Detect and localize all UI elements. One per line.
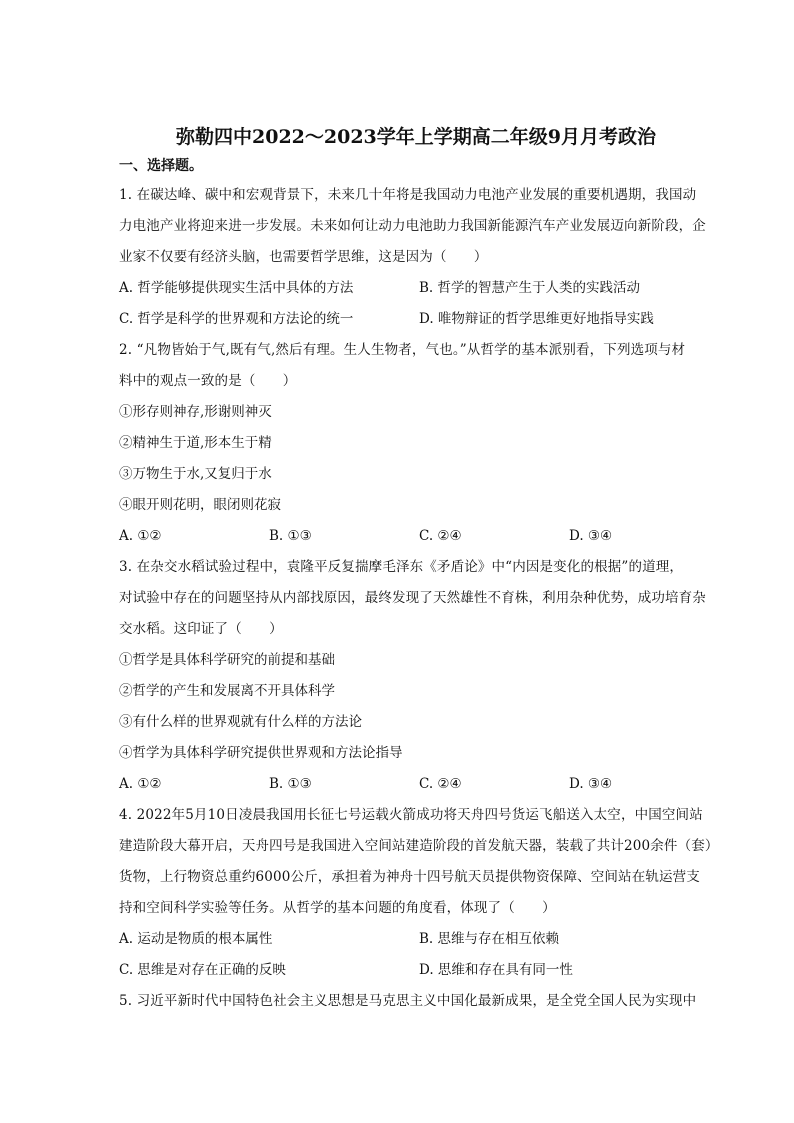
question-3-option-a[interactable]: A. ①② <box>119 776 162 792</box>
question-4-options-row-2 <box>119 955 719 986</box>
question-2-stem-line-2: 料中的观点一致的是（ ） <box>119 373 297 389</box>
question-1-option-c[interactable]: C. 哲学是科学的世界观和方法论的统一 <box>119 311 354 327</box>
question-2-statement-4: ④眼开则花明，眼闭则花寂 <box>119 497 281 513</box>
question-4-option-c[interactable]: C. 思维是对存在正确的反映 <box>119 962 286 978</box>
question-3-option-b[interactable]: B. ①③ <box>269 776 312 792</box>
question-2-statement-1: ①形存则神存,形谢则神灭 <box>119 404 272 420</box>
question-3-statement-2: ②哲学的产生和发展离不开具体科学 <box>119 683 335 699</box>
question-2-option-d[interactable]: D. ③④ <box>569 528 613 544</box>
question-1 <box>119 180 719 335</box>
question-1-options-row-2 <box>119 304 719 335</box>
question-4-options-row-1 <box>119 924 719 955</box>
section-heading: 一、选择题。 <box>119 158 203 174</box>
question-3-statement-1: ①哲学是具体科学研究的前提和基础 <box>119 652 335 668</box>
exam-title: 弥勒四中2022～2023学年上学期高二年级9月月考政治 <box>176 126 656 148</box>
question-3-option-d[interactable]: D. ③④ <box>569 776 613 792</box>
question-1-stem-line-2: 力电池产业将迎来进一步发展。未来如何让动力电池助力我国新能源汽车产业发展迈向新阶段，企 <box>119 218 706 234</box>
question-4-stem-line-2: 建造阶段大幕开启，天舟四号是我国进入空间站建造阶段的首发航天器，装载了共计200余件（套） <box>119 838 719 854</box>
question-3-option-c[interactable]: C. ②④ <box>419 776 462 792</box>
question-2-option-b[interactable]: B. ①③ <box>269 528 312 544</box>
question-4-option-d[interactable]: D. 思维和存在具有同一性 <box>419 962 573 978</box>
question-3-stem-line-1: 3. 在杂交水稻试验过程中，袁隆平反复揣摩毛泽东《矛盾论》中“内因是变化的根据”的道理， <box>119 559 684 575</box>
question-5-stem-line-1: 5. 习近平新时代中国特色社会主义思想是马克思主义中国化最新成果，是全党全国人民为实现中 <box>119 993 697 1009</box>
question-3 <box>119 552 719 800</box>
question-1-option-a[interactable]: A. 哲学能够提供现实生活中具体的方法 <box>119 280 354 296</box>
question-1-option-d[interactable]: D. 唯物辩证的哲学思维更好地指导实践 <box>419 311 654 327</box>
question-4-option-a[interactable]: A. 运动是物质的根本属性 <box>119 931 273 947</box>
question-4-stem-line-3: 货物，上行物资总重约6000公斤，承担着为神舟十四号航天员提供物资保障、空间站在轨运营支 <box>119 869 700 885</box>
question-1-options-row-1 <box>119 273 719 304</box>
question-2-option-c[interactable]: C. ②④ <box>419 528 462 544</box>
question-4-stem-line-4: 持和空间科学实验等任务。从哲学的基本问题的角度看，体现了（ ） <box>119 900 556 916</box>
exam-page <box>119 122 719 1017</box>
question-2 <box>119 335 719 552</box>
question-1-option-b[interactable]: B. 哲学的智慧产生于人类的实践活动 <box>419 280 641 296</box>
question-1-stem-line-3: 业家不仅要有经济头脑，也需要哲学思维，这是因为（ ） <box>119 249 488 265</box>
question-3-statement-4: ④哲学为具体科学研究提供世界观和方法论指导 <box>119 745 403 761</box>
question-2-option-a[interactable]: A. ①② <box>119 528 162 544</box>
question-3-options <box>119 769 719 800</box>
question-3-statement-3: ③有什么样的世界观就有什么样的方法论 <box>119 714 362 730</box>
question-2-stem-line-1: 2. “凡物皆始于气,既有气,然后有理。生人生物者，气也。”从哲学的基本派别看，下列选项与材 <box>119 342 686 358</box>
question-4 <box>119 800 719 986</box>
question-2-options <box>119 521 719 552</box>
question-5 <box>119 986 719 1017</box>
question-1-stem-line-1: 1. 在碳达峰、碳中和宏观背景下，未来几十年将是我国动力电池产业发展的重要机遇期，我国动 <box>119 187 697 203</box>
question-4-option-b[interactable]: B. 思维与存在相互依赖 <box>419 931 560 947</box>
question-3-stem-line-2: 对试验中存在的问题坚持从内部找原因，最终发现了天然雄性不育株，利用杂种优势，成功培育杂 <box>119 590 706 606</box>
question-2-statement-2: ②精神生于道,形本生于精 <box>119 435 272 451</box>
question-2-statement-3: ③万物生于水,又复归于水 <box>119 466 272 482</box>
question-4-stem-line-1: 4. 2022年5月10日凌晨我国用长征七号运载火箭成功将天舟四号货运飞船送入太空，中国空间站 <box>119 807 703 823</box>
question-3-stem-line-3: 交水稻。这印证了（ ） <box>119 621 283 637</box>
